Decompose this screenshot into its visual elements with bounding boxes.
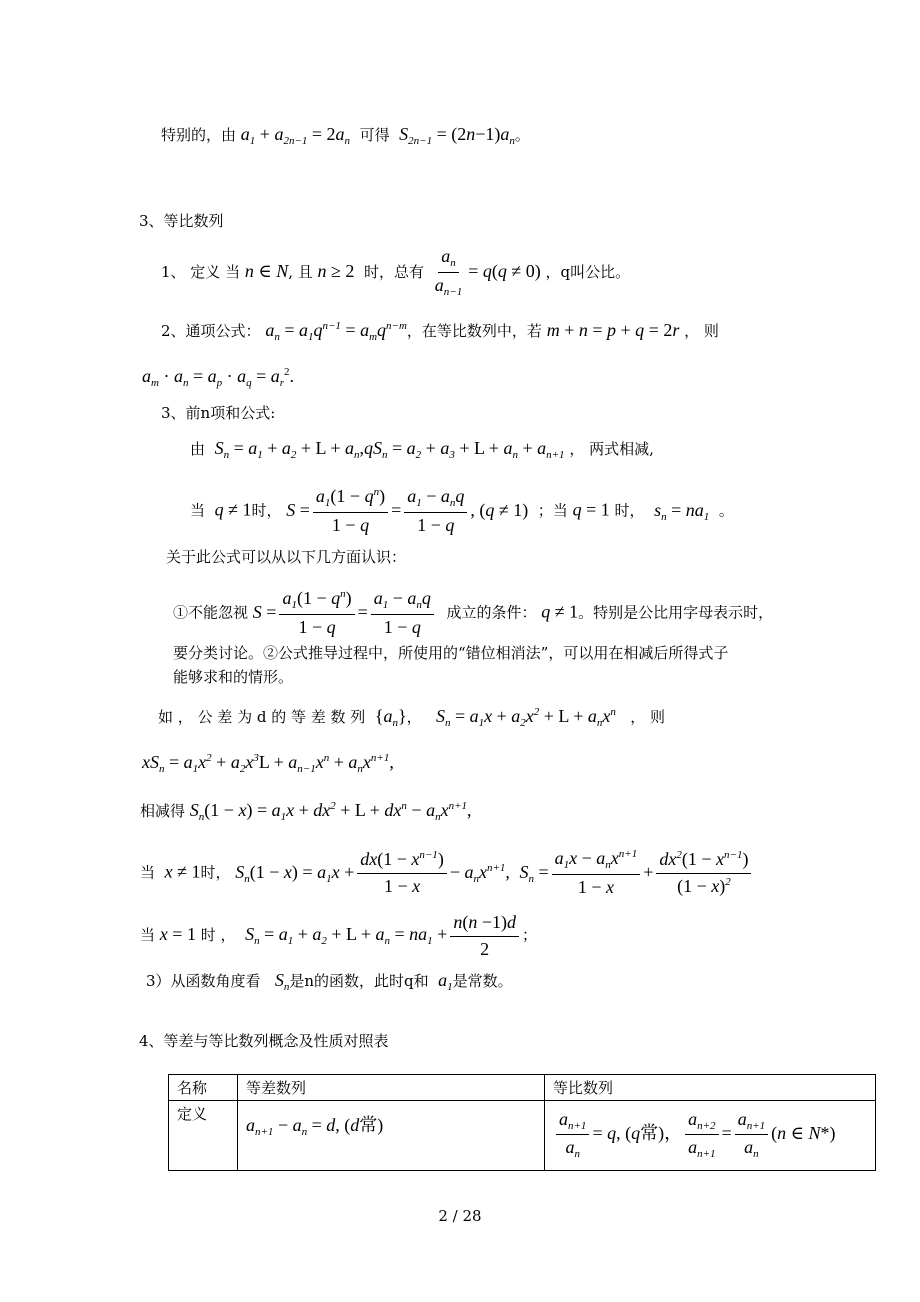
text: 时， xyxy=(251,501,282,520)
table-header-row xyxy=(169,1075,876,1101)
line-subtract xyxy=(140,800,472,824)
formula: $S_n$ xyxy=(274,970,290,993)
formula: x ≠ 1 xyxy=(164,861,201,882)
formula: $S_n = a_1 + a_2 + L + a_n = na_1$ + $\frac{n(n -1)d}{2}$ xyxy=(245,924,522,944)
formula-product: $a_m \cdot a_n = a_p \cdot a_q = a_r^2$. xyxy=(142,366,295,389)
text: 相减得 xyxy=(140,802,186,820)
line-remark-1 xyxy=(173,588,773,639)
header-geometric: 等比数列 xyxy=(545,1075,876,1101)
comparison-table xyxy=(168,1074,876,1171)
formula: n ≥ 2 xyxy=(317,260,355,281)
line-sum-formula xyxy=(190,486,734,537)
text: ， 则 xyxy=(630,708,665,726)
text: ；当 xyxy=(537,501,568,520)
line-remark-3: 能够求和的情形。 xyxy=(173,668,294,686)
text: 时， xyxy=(614,501,645,520)
line-when-x-ne-1 xyxy=(140,848,754,899)
formula-xsn: $xS_n = a_1x^2 + a_2x^3L + a_{n-1}x^n + a_nx^{n+1}$, xyxy=(142,752,394,775)
text: 时 ， xyxy=(200,926,236,945)
text: 3）从函数角度看 xyxy=(146,972,261,990)
line-general-term xyxy=(161,320,719,344)
section-3-title: 3、等比数列 xyxy=(139,212,224,230)
formula: $a_{n+1} - a_n = d$, (d常) xyxy=(246,1115,384,1138)
line-function-view xyxy=(146,970,513,994)
line-special xyxy=(161,124,530,148)
text: 。 xyxy=(514,126,530,144)
text: 特别的，由 xyxy=(161,126,237,144)
text: , 且 xyxy=(288,262,313,281)
header-name: 名称 xyxy=(169,1075,238,1101)
geometric-definition xyxy=(545,1101,876,1171)
formula: $\frac{a_n}{a_{n-1}}$ = q(q ≠ 0) xyxy=(434,246,541,299)
text: 如 ， 公 差 为 d 的 等 差 数 列 xyxy=(158,708,366,726)
formula: m + n = p + q = 2r xyxy=(546,320,680,340)
formula: $S_n(1 - x) = a_1x$ + $\frac{dx(1 - x^{n-1})}{1 - x}$ − $a_nx^{n+1}$, xyxy=(235,849,510,896)
page-number: 2 / 28 xyxy=(438,1207,482,1225)
text: ， 两式相减, xyxy=(569,440,654,458)
text: ， xyxy=(406,708,422,726)
line-sum-derivation xyxy=(190,438,654,462)
line-remark-2: 要分类讨论。②公式推导过程中，所使用的“错位相消法”，可以用在相减后所得式子 xyxy=(173,644,729,662)
text: 是n的函数，此时q和 xyxy=(289,972,429,990)
formula: $a_n = a_1q^{n-1} = a_mq^{n-m}$ xyxy=(265,320,407,343)
formula: x = 1 xyxy=(159,924,196,945)
text: 2、通项公式： xyxy=(161,322,261,340)
arithmetic-definition xyxy=(238,1101,545,1171)
text: 。 xyxy=(718,501,734,520)
text: 是常数。 xyxy=(452,972,513,990)
formula: q = 1 xyxy=(572,499,610,520)
text: 由 xyxy=(190,440,206,458)
text: 时， xyxy=(200,863,231,882)
formula: $S_{2n-1} = (2n-1)a_n$ xyxy=(399,124,515,147)
text: ，在等比数列中，若 xyxy=(406,322,542,340)
table-row xyxy=(169,1101,876,1171)
line-remarks-intro: 关于此公式可以从以下几方面认识： xyxy=(166,548,407,566)
text: 可得 xyxy=(359,126,390,144)
text: ①不能忽视 xyxy=(173,603,249,622)
text: 时，总有 xyxy=(363,262,424,281)
formula: q ≠ 1 xyxy=(541,601,579,622)
formula: $\{a_n\}$ xyxy=(374,706,407,729)
formula: $s_n = na_1$ xyxy=(654,499,710,523)
text: 当 xyxy=(140,863,156,882)
section-4-title: 4、等差与等比数列概念及性质对照表 xyxy=(139,1032,389,1050)
text: 当 xyxy=(140,926,156,945)
formula: S = $\frac{a_1(1 - q^n)}{1 - q}$ = $\frac{a_1 - a_nq}{1 - q}$ , (q ≠ 1) xyxy=(286,486,529,536)
text: 1、 定义 当 xyxy=(161,262,241,281)
formula: $\frac{a_{n+1}}{a_n}$ = q, (q常)， $\frac{a_{n+2}}{a_{n+1}}$ = $\frac{a_{n+1}}{a_n}$ (n ∈ N*) xyxy=(553,1123,835,1143)
text: 。特别是公比用字母表示时， xyxy=(578,603,774,622)
formula: $a_1 + a_{2n-1} = 2a_n$ xyxy=(240,124,351,147)
text: ； xyxy=(521,926,537,945)
text: ，q叫公比。 xyxy=(545,262,631,281)
formula: $S_n = a_1x + a_2x^2 + L + a_nx^n$ xyxy=(435,706,616,729)
header-arithmetic: 等差数列 xyxy=(238,1075,545,1101)
line-when-x-eq-1 xyxy=(140,912,537,960)
row-definition-label: 定义 xyxy=(169,1101,238,1171)
formula: q ≠ 1 xyxy=(214,499,252,520)
text: 成立的条件： xyxy=(446,603,537,622)
formula: $S_n = a_1 + a_2 + L + a_n,qS_n = a_2 + a_3 + L + a_n + a_{n+1}$ xyxy=(214,438,565,461)
text: 当 xyxy=(190,501,206,520)
formula: $S_n(1 - x) = a_1x + dx^2 + L + dx^n - a_nx^{n+1}$, xyxy=(189,800,472,823)
line-sum-title: 3、前n项和公式: xyxy=(161,404,276,422)
formula: $a_1$ xyxy=(438,970,453,993)
text: ， 则 xyxy=(684,322,719,340)
formula: S = $\frac{a_1(1 - q^n)}{1 - q}$ = $\frac{a_1 - a_nq}{1 - q}$ xyxy=(253,602,437,622)
formula: n ∈ N xyxy=(244,260,289,281)
formula: $S_n$ = $\frac{a_1x - a_nx^{n+1}}{1 - x}$ + $\frac{dx^2(1 - x^{n-1})}{(1 - x)^2}$ xyxy=(519,862,754,882)
line-definition xyxy=(161,246,630,299)
line-example xyxy=(158,706,665,730)
